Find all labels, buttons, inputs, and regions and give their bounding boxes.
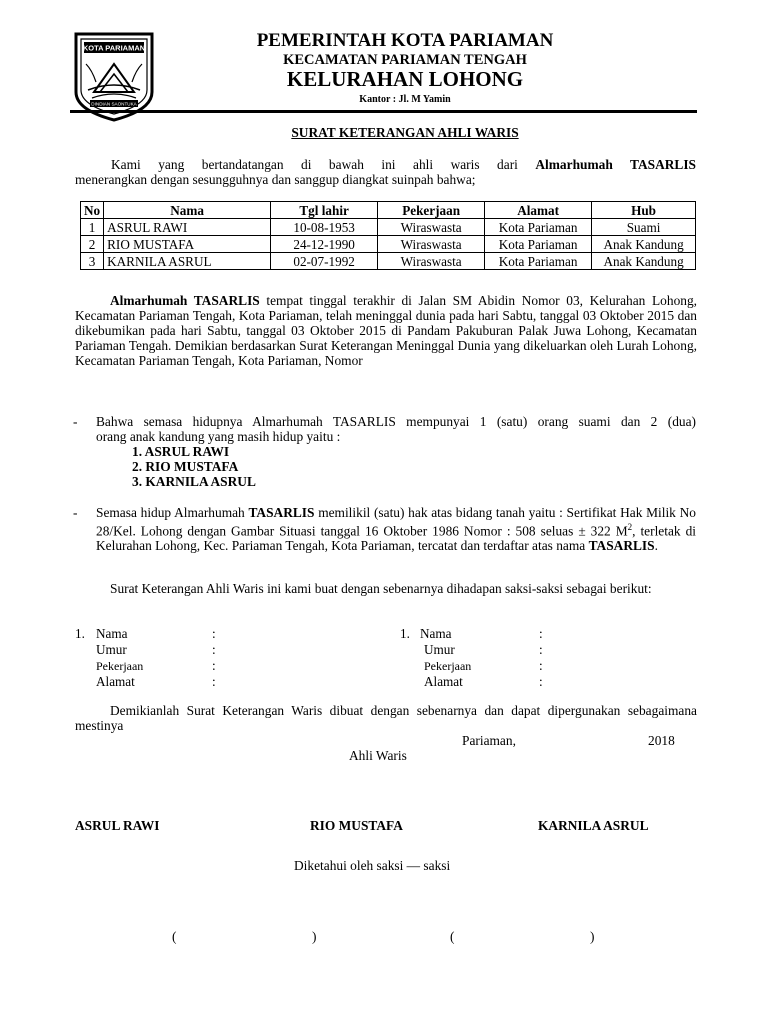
opening-line <box>111 157 696 172</box>
svg-text:KOTA PARIAMAN: KOTA PARIAMAN <box>82 43 146 53</box>
col-no: No <box>81 202 104 219</box>
district-title: KECAMATAN PARIAMAN TENGAH <box>283 52 527 68</box>
header-divider <box>70 110 697 113</box>
witness-block-1: 1. Nama Umur Pekerjaan Alamat : : : : <box>75 626 216 689</box>
col-hub: Hub <box>592 202 696 219</box>
plus-minus-sign: ± <box>578 523 586 539</box>
opening-text: Kami yang bertandatangan di bawah ini ahli waris dari <box>111 157 518 172</box>
table-row: 1 ASRUL RAWI 10-08-1953 Wiraswasta Kota Pariaman Suami <box>81 219 696 236</box>
witness2-paren-open: ( <box>450 929 455 944</box>
svg-text:DINDIAN SAONTUKA: DINDIAN SAONTUKA <box>91 101 137 107</box>
signatory-rio-mustafa: RIO MUSTAFA <box>310 818 403 833</box>
col-nama: Nama <box>104 202 271 219</box>
government-title: PEMERINTAH KOTA PARIAMAN <box>256 30 554 51</box>
closing-paragraph: Demikianlah Surat Keterangan Waris dibuat dengan sebenarnya dan dapat dipergunakan sebagaimana mestinya <box>75 703 697 733</box>
witness-intro-paragraph: Surat Keterangan Ahli Waris ini kami buat dengan sebenarnya dihadapan saksi-saksi sebagai berikut: <box>110 581 652 596</box>
list-item: 2. RIO MUSTAFA <box>132 459 239 474</box>
deceased-name: Almarhumah TASARLIS <box>535 157 696 172</box>
list-item: 3. KARNILA ASRUL <box>132 474 256 489</box>
opening-line-2: menerangkan dengan sesungguhnya dan sanggup diangkat suinpah bahwa; <box>75 172 476 187</box>
point1-line1: Bahwa semasa hidupnya Almarhumah TASARLIS mempunyai 1 (satu) orang suami dan 2 (dua) <box>96 414 696 429</box>
death-statement-paragraph <box>75 293 697 368</box>
witness-label: Diketahui oleh saksi — saksi <box>294 858 451 873</box>
city-emblem-logo <box>72 30 156 122</box>
signatory-asrul-rawi: ASRUL RAWI <box>75 818 160 833</box>
witness1-paren-close: ) <box>312 929 317 944</box>
signatory-karnila-asrul: KARNILA ASRUL <box>538 818 649 833</box>
heirs-table <box>80 201 696 270</box>
heirs-label: Ahli Waris <box>349 748 407 763</box>
office-address: Kantor : Jl. M Yamin <box>359 94 451 105</box>
list-item: 1. ASRUL RAWI <box>132 444 230 459</box>
land-ownership-paragraph: Semasa hidup Almarhumah TASARLIS memilikil (satu) hak atas bidang tanah yaitu : Sertifikat Hak Milik No 28/Kel. Lohong dengan Gambar Situasi tanggal 16 Oktober 1986 Nomor : 508 seluas ± 322 $M^2$, terletak di Kelurahan Lohong, Kec. Pariaman Tengah, Kota Pariaman, tercatat dan terdaftar atas nama TASARLIS. <box>96 505 696 554</box>
point1-line2: orang anak kandung yang masih hidup yaitu : <box>96 429 341 444</box>
document-title: SURAT KETERANGAN AHLI WARIS <box>291 125 519 140</box>
col-tgl-lahir: Tgl lahir <box>271 202 378 219</box>
year-label: 2018 <box>648 733 675 748</box>
village-title: KELURAHAN LOHONG <box>286 67 524 91</box>
bullet-dash-1: - <box>73 414 78 429</box>
witness1-paren-open: ( <box>172 929 177 944</box>
heir-list <box>132 444 256 489</box>
col-alamat: Alamat <box>485 202 592 219</box>
table-row: 2 RIO MUSTAFA 24-12-1990 Wiraswasta Kota Pariaman Anak Kandung <box>81 236 696 253</box>
bullet-dash-2: - <box>73 505 78 520</box>
place-label: Pariaman, <box>462 733 516 748</box>
death-statement-text: tempat tinggal terakhir di Jalan SM Abidin Nomor 03, Kelurahan Lohong, Kecamatan Pariaman Tengah, Kota Pariaman, telah meninggal dunia pada hari Sabtu, tanggal 03 Oktober 2015 dan dikebumikan pada hari Sabtu, tanggal 03 Oktober 2015 di Pandam Pakuburan Palak Juwa Lohong, Kecamatan Pariaman Tengah. Demikian berdasarkan Surat Keterangan Meninggal Dunia yang dikeluarkan oleh Lurah Lohong, Kecamatan Pariaman Tengah, Kota Pariaman, Nomor <box>75 293 697 368</box>
witness-block-2: 1. Nama Umur Pekerjaan Alamat : : : : <box>400 626 543 689</box>
deceased-name-bold: Almarhumah TASARLIS <box>110 293 260 308</box>
table-row: 3 KARNILA ASRUL 02-07-1992 Wiraswasta Kota Pariaman Anak Kandung <box>81 253 696 270</box>
col-pekerjaan: Pekerjaan <box>378 202 485 219</box>
table-header-row <box>81 202 696 219</box>
witness2-paren-close: ) <box>590 929 595 944</box>
